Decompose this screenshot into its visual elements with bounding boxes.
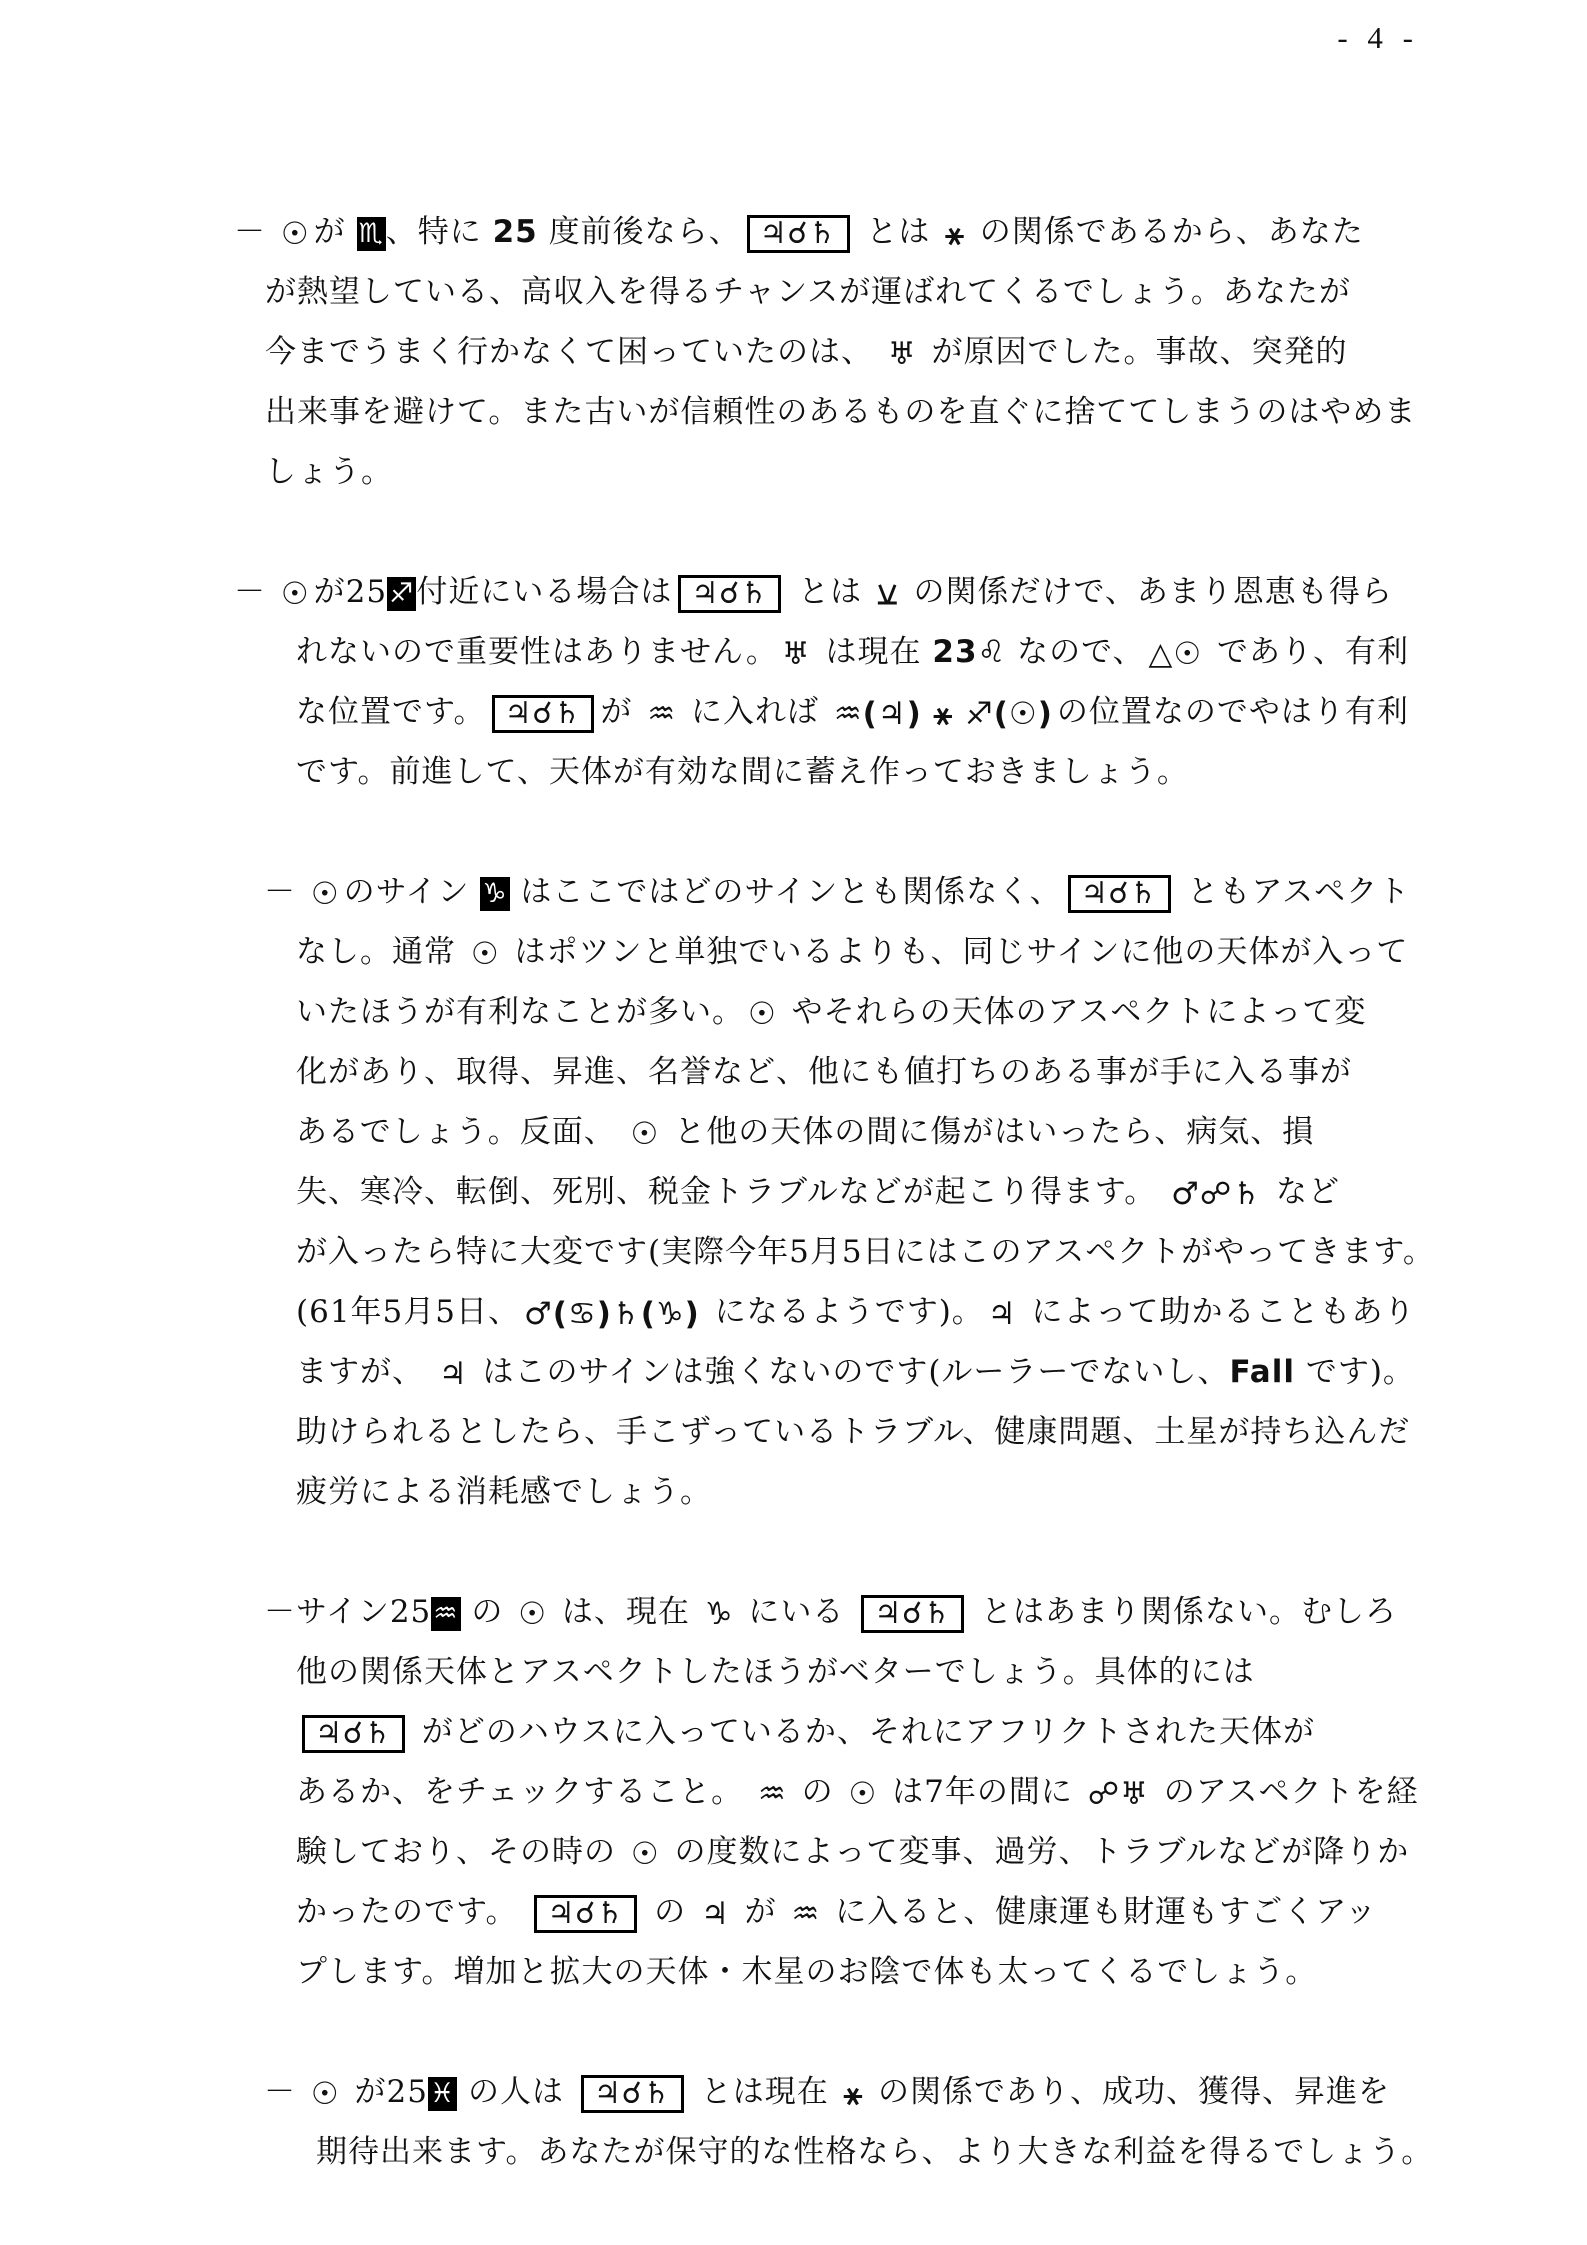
text-line [316,2132,1433,2172]
astro-symbol-icon: ☉ [280,215,310,252]
text-line [296,1352,1415,1392]
text-run: － [234,214,277,250]
text-run: の [790,1774,845,1810]
text-run: いたほうが有利なことが多い。 [296,994,744,1030]
astro-symbol-icon: ♒ [433,1597,459,1629]
text-run: が熱望している、高収入を得るチャンスが運ばれてくるでしょう。あなたが [265,274,1351,310]
text-run: が25 [313,574,388,610]
astro-symbol-icon: ☉ [470,935,500,972]
text-run: しょう。 [265,454,393,490]
text-run: かったのです。 [296,1894,529,1930]
text-run: 験しており、その時の [296,1834,627,1870]
text-line [264,872,1410,913]
astro-symbol-icon: ♂☍♄ [1171,1175,1262,1212]
text-run: の度数によって変事、過労、トラブルなどが降りか [663,1834,1410,1870]
text-run: あるでしょう。反面、 [296,1114,627,1150]
text-run: なし。通常 [296,934,467,970]
text-run: の [643,1894,698,1930]
text-run: 助けられるとしたら、手こずっているトラブル、健康問題、土星が持ち込んだ [296,1414,1411,1450]
bold-text: Fall [1229,1354,1295,1390]
astro-symbol-icon: ♒ [791,1895,821,1932]
astro-symbol-icon: ☉ [630,1835,660,1872]
astro-symbol-icon: △☉ [1148,635,1203,672]
text-run: が25 [343,2074,428,2110]
text-run: 期待出来ます。あなたが保守的な性格なら、より大きな利益を得るでしょう。 [316,2134,1434,2170]
text-run: 度前後なら、 [537,214,741,250]
text-line [265,332,1348,372]
text-run: － [234,574,277,610]
text-run: など [1265,1174,1340,1210]
text-run: やそれらの天体のアスペクトによって変 [780,994,1367,1030]
text-run: 、特に [385,214,493,250]
text-run: の人は [457,2074,575,2110]
astro-symbol-icon: ♅ [887,335,917,372]
text-run: にいる [737,1594,856,1630]
text-run: の [460,1594,515,1630]
text-line [296,1952,1317,1992]
text-run: の関係であり、成功、獲得、昇進を [867,2074,1391,2110]
text-run: が [600,694,644,730]
text-run: はここではどのサインとも関係なく、 [509,874,1062,910]
text-run: －サイン25 [264,1594,432,1630]
text-line [296,1712,1315,1753]
astro-symbol-icon: ⚹ [843,2075,864,2112]
text-run: れないので重要性はありません。 [296,634,778,670]
text-line [296,1232,1435,1272]
jupiter-conjunct-saturn-box: ♃☌♄ [492,695,595,733]
text-run: とは [855,214,942,250]
bold-text: 25 [492,214,538,250]
astro-symbol-icon: ♑ [482,877,508,909]
text-run: の関係であるから、あなた [968,214,1364,250]
astro-symbol-icon: ♅ [781,635,811,672]
text-run: は7年の間に [881,1774,1084,1810]
text-run: プします。増加と拡大の天体・木星のお陰で体も太ってくるでしょう。 [296,1954,1318,1990]
text-run: は現在 [814,634,933,670]
astro-symbol-icon: ☉ [748,995,777,1032]
jupiter-conjunct-saturn-box: ♃☌♄ [534,1895,637,1933]
text-run: 出来事を避けて。また古いが信頼性のあるものを直ぐに捨ててしまうのはやめま [265,394,1417,430]
jupiter-conjunct-saturn-box: ♃☌♄ [678,575,781,613]
text-run: － [264,874,307,910]
text-line [264,2072,1390,2113]
text-run: がどのハウスに入っているか、それにアフリクトされた天体が [410,1714,1315,1750]
text-line [296,692,1409,733]
text-run: の関係だけで、あまり恩恵も得ら [902,574,1393,610]
text-line [296,932,1408,972]
astro-symbol-icon: ⚹ [945,215,965,252]
astro-symbol-icon: ☉ [518,1595,548,1632]
text-line [234,572,1393,613]
astro-symbol-icon: ☉ [848,1775,878,1812]
text-run: － [264,2074,307,2110]
text-line [296,1112,1314,1152]
page-number: - 4 - [1337,20,1419,55]
text-line [296,752,1189,792]
bold-text: 23♌ [932,634,1007,670]
text-line [296,1172,1340,1212]
jupiter-conjunct-saturn-box: ♃☌♄ [1068,875,1171,913]
text-run: が入ったら特に大変です(実際今年5月5日にはこのアスペクトがやってきます。 [296,1234,1435,1270]
text-run: 付近にいる場合は [416,574,673,610]
astro-symbol-icon: ♒ [757,1775,787,1812]
text-line [265,272,1351,312]
astro-symbol-icon: ☉ [310,875,340,912]
text-run: (61年5月5日、 [296,1294,520,1330]
jupiter-conjunct-saturn-box: ♃☌♄ [302,1715,405,1753]
text-run: のアスペクトを経 [1152,1774,1419,1810]
text-run: とはあまり関係ない。むしろ [970,1594,1398,1630]
text-run: です)。 [1294,1354,1415,1390]
text-run: の位置なのでやはり有利 [1056,694,1409,730]
astro-symbol-icon: ♑ [704,1595,734,1632]
text-run: に入れば [680,694,830,730]
text-run: あるか、をチェックすること。 [296,1774,754,1810]
text-line [296,632,1409,672]
text-line [296,992,1366,1032]
text-run: はこのサインは強くないのです(ルーラーでないし、 [471,1354,1230,1390]
text-line [296,1652,1255,1692]
text-line [296,1292,1415,1332]
text-line [296,1832,1409,1872]
astro-symbol-icon: ♓ [429,2077,456,2109]
text-run: 化があり、取得、昇進、名誉など、他にも値打ちのある事が手に入る事が [296,1054,1352,1090]
text-run: であり、有利 [1206,634,1410,670]
astro-symbol-icon: ☉ [630,1115,660,1152]
text-line [296,1472,712,1512]
astro-symbol-icon: ☍♅ [1087,1775,1149,1812]
text-run: 疲労による消耗感でしょう。 [296,1474,712,1510]
text-run: 失、寒冷、転倒、死別、税金トラブルなどが起こり得ます。 [296,1174,1168,1210]
astro-symbol-icon: ☉ [280,575,310,612]
text-run: によって助かることもあり [1020,1294,1416,1330]
text-run: です。前進して、天体が有効な間に蓄え作っておきましょう。 [296,754,1189,790]
text-line [296,1772,1419,1812]
astro-symbol-icon: ♒ [647,695,677,732]
text-line [234,212,1364,253]
text-run: な位置です。 [296,694,486,730]
astro-symbol-icon: ♃ [987,1295,1017,1332]
text-run: ともアスペクト [1176,874,1411,910]
astro-symbol-icon: ♏ [358,217,384,249]
text-run: 今までうまく行かなくて困っていたのは、 [265,334,884,370]
text-run: のサイン [343,874,481,910]
text-line [296,1052,1352,1092]
text-line [296,1892,1377,1933]
text-run: が [313,214,357,250]
astro-symbol-icon: ♃ [438,1355,468,1392]
text-run: と他の天体の間に傷がはいったら、病気、損 [663,1114,1315,1150]
text-run: になるようです)。 [703,1294,984,1330]
astro-symbol-icon: ♃ [701,1895,730,1932]
text-run: とは現在 [689,2074,840,2110]
astro-symbol-icon: ♒(♃) ⚹ ♐(☉) [833,695,1053,732]
text-run: 他の関係天体とアスペクトしたほうがベターでしょう。具体的には [296,1654,1255,1690]
text-run: ますが、 [296,1354,435,1390]
text-line [265,452,393,492]
text-line [265,392,1416,432]
astro-symbol-icon: ☉ [310,2075,340,2112]
text-line [264,1592,1397,1633]
jupiter-conjunct-saturn-box: ♃☌♄ [747,215,850,253]
text-run: はポツンと単独でいるよりも、同じサインに他の天体が入って [503,934,1409,970]
jupiter-conjunct-saturn-box: ♃☌♄ [861,1595,964,1633]
text-run: が [733,1894,788,1930]
text-run: なので、 [1006,634,1145,670]
text-line [296,1412,1410,1452]
text-run: とは [787,574,873,610]
text-run: が原因でした。事故、突発的 [920,334,1348,370]
text-run: は、現在 [551,1594,701,1630]
text-run: に入ると、健康運も財運もすごくアッ [824,1894,1378,1930]
astro-symbol-icon: ♂(♋)♄(♑) [524,1295,700,1332]
jupiter-conjunct-saturn-box: ♃☌♄ [581,2075,684,2113]
astro-symbol-icon: ♐ [389,577,415,609]
astro-symbol-icon: ⚺ [876,575,899,612]
